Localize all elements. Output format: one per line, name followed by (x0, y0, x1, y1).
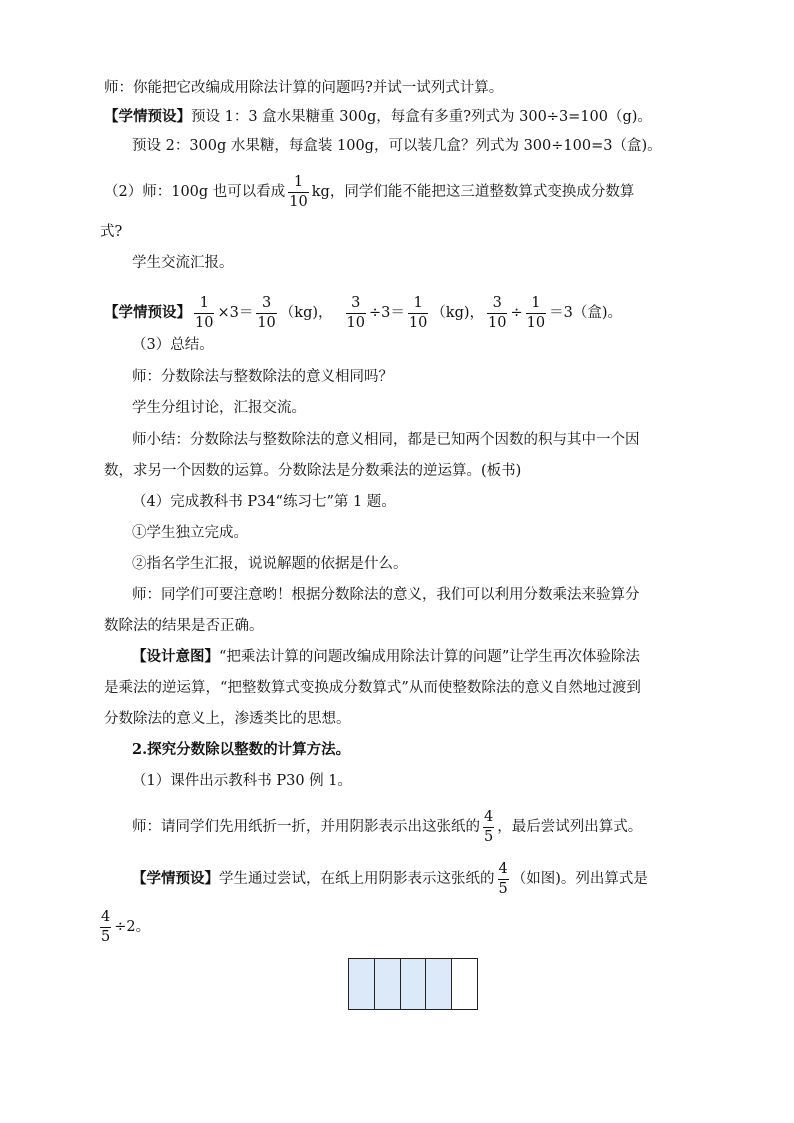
operator-text: ×3＝ (217, 305, 254, 321)
fraction-denominator: 10 (195, 314, 214, 331)
teacher-note-1: 师：同学们可要注意哟！根据分数除法的意义，我们可以利用分数乘法来验算分 (132, 587, 640, 603)
example-1: （1）课件出示教科书 P30 例 1。 (132, 773, 352, 789)
fraction (346, 296, 366, 330)
preset-paper-pre: 学生通过尝试，在纸上用阴影表示这张纸的 (219, 871, 495, 887)
fraction-denominator: 10 (346, 314, 365, 331)
fraction-numerator: 4 (483, 810, 494, 828)
fraction-denominator: 5 (498, 880, 508, 897)
preset-tag: 【学情预设】 (104, 304, 191, 321)
preset-1 (104, 107, 698, 127)
operator-text: ÷ (510, 305, 523, 321)
fraction (256, 296, 276, 330)
preset-paper-post: （如图)。列出算式是 (511, 871, 648, 887)
unshaded-part (452, 959, 477, 1009)
fraction-numerator: 3 (487, 296, 507, 314)
operator-text: ＝3（盒)。 (549, 305, 622, 321)
step-4-exercise: （4）完成教科书 P34“练习七”第 1 题。 (132, 494, 396, 510)
step-2-line (104, 175, 698, 209)
shaded-part (426, 959, 452, 1009)
fraction-numerator: 4 (498, 862, 509, 880)
fraction (526, 296, 546, 330)
fraction (194, 296, 214, 330)
fraction-numerator: 1 (288, 175, 308, 193)
design-tag: 【设计意图】 (132, 648, 219, 665)
fraction-numerator: 4 (100, 910, 111, 928)
instruction-post: ，最后尝试列出算式。 (497, 819, 643, 835)
step-2-cont: 式? (100, 224, 123, 240)
instruction-pre: 师：请同学们先用纸折一折，并用阴影表示出这张纸的 (132, 819, 480, 835)
fraction-numerator: 1 (194, 296, 214, 314)
design-intent-3: 分数除法的意义上，渗透类比的思想。 (104, 711, 351, 727)
fraction-denominator: 10 (289, 193, 308, 210)
design-intent-2: 是乘法的逆运算，“把整数算式变换成分数算式”从而使整数除法的意义自然地过渡到 (104, 680, 641, 696)
teacher-note-2: 数除法的结果是否正确。 (104, 618, 264, 634)
group-discussion: 学生分组讨论，汇报交流。 (132, 400, 306, 416)
preset-tag: 【学情预设】 (132, 870, 219, 887)
student-independent: ①学生独立完成。 (132, 525, 248, 541)
fraction-numerator: 3 (256, 296, 276, 314)
fraction-1-10 (288, 175, 308, 209)
design-text: “把乘法计算的问题改编成用除法计算的问题”让学生再次体验除法 (219, 649, 640, 665)
step-2-pre: （2）师：100g 也可以看成 (104, 184, 286, 200)
fraction-numerator: 1 (526, 296, 546, 314)
fraction (408, 296, 428, 330)
preset-text: 预设 1：3 盒水果糖重 300g，每盒有多重?列式为 300÷3=100（g)。 (191, 109, 652, 125)
teacher-summary-1: 师小结：分数除法与整数除法的意义相同，都是已知两个因数的积与其中一个因 (132, 432, 640, 448)
fraction-denominator: 10 (257, 314, 276, 331)
shaded-part (375, 959, 401, 1009)
fraction-denominator: 5 (484, 828, 494, 845)
preset-fractions (104, 296, 698, 330)
step-2-post: kg，同学们能不能把这三道整数算式变换成分数算 (311, 184, 635, 200)
section-heading: 2.探究分数除以整数的计算方法。 (132, 741, 351, 758)
student-report: ②指名学生汇报，说说解题的依据是什么。 (132, 556, 408, 572)
teacher-instruction (132, 810, 698, 844)
teacher-question: 师：你能把它改编成用除法计算的问题吗?并试一试列式计算。 (104, 80, 504, 96)
operator-text: （kg)， (279, 305, 333, 321)
teacher-summary-2: 数，求另一个因数的运算。分数除法是分数乘法的逆运算。(板书) (104, 463, 522, 479)
fraction-denominator: 10 (526, 314, 546, 331)
operator-text: ÷3＝ (368, 305, 405, 321)
fraction-denominator: 10 (488, 314, 507, 331)
preset-tag: 【学情预设】 (104, 108, 191, 125)
fraction-numerator: 1 (408, 296, 428, 314)
shaded-part (401, 959, 427, 1009)
fraction-denominator: 10 (408, 314, 428, 331)
fraction-4-5 (100, 910, 111, 944)
fraction-4-5 (498, 862, 509, 896)
step-3-summary: （3）总结。 (132, 337, 214, 353)
expression-line (100, 910, 698, 944)
design-intent-1 (132, 647, 698, 667)
expression-text: ÷2。 (114, 919, 151, 935)
fraction-numerator: 3 (346, 296, 366, 314)
fraction-denominator: 5 (101, 928, 111, 945)
preset-paper (132, 862, 698, 896)
students-report: 学生交流汇报。 (132, 255, 234, 271)
fraction (487, 296, 507, 330)
shaded-part (349, 959, 375, 1009)
fraction-4-5 (483, 810, 494, 844)
operator-text: （kg)， (431, 305, 485, 321)
paper-diagram (348, 958, 478, 1010)
preset-2: 预设 2：300g 水果糖，每盒装 100g，可以装几盒？列式为 300÷100=3（盒)。 (132, 138, 662, 154)
teacher-question-2: 师：分数除法与整数除法的意义相同吗？ (132, 369, 393, 385)
